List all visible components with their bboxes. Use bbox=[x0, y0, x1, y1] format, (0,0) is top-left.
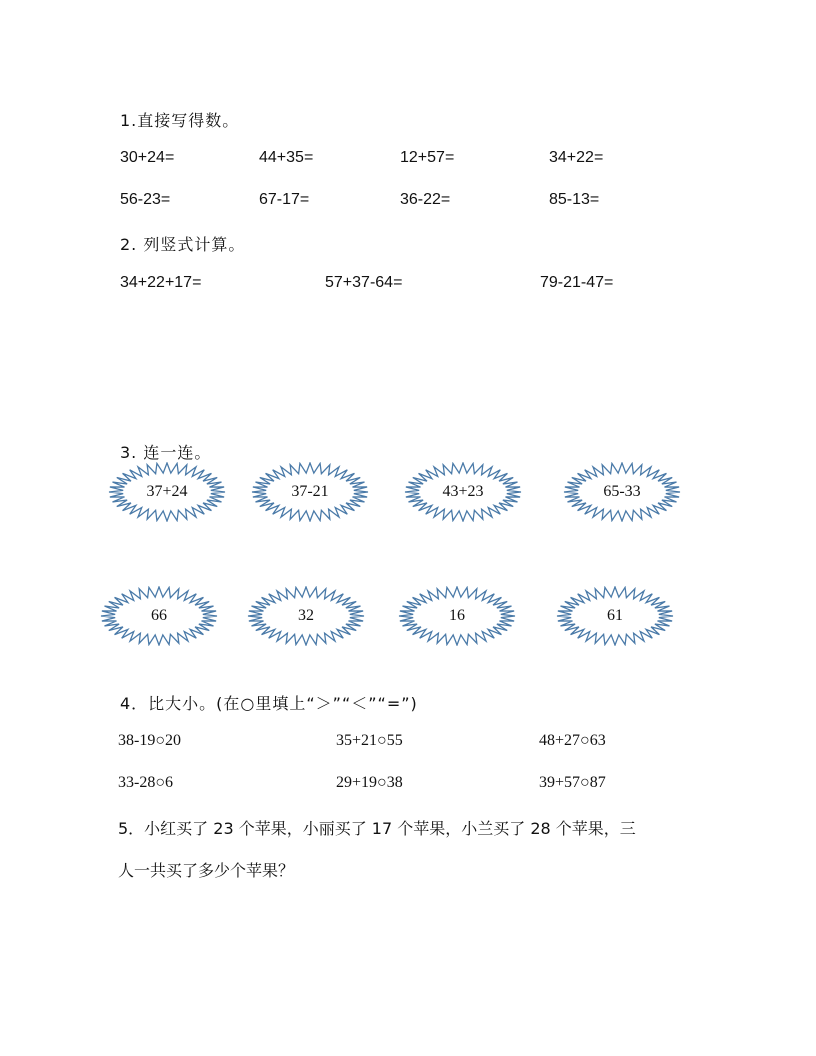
match-top-4-label: 65-33 bbox=[603, 483, 641, 500]
section1-title: 1.直接写得数。 bbox=[120, 111, 240, 130]
problem-1-3: 12+57= bbox=[400, 149, 455, 166]
problem-1-6: 67-17= bbox=[259, 191, 310, 208]
compare-2: 35+21○55 bbox=[336, 732, 403, 749]
vertical-calc-3: 79-21-47= bbox=[540, 274, 614, 291]
match-top-1-label: 37+24 bbox=[146, 483, 188, 500]
compare-6: 39+57○87 bbox=[539, 774, 606, 791]
compare-1: 38-19○20 bbox=[118, 732, 181, 749]
compare-4: 33-28○6 bbox=[118, 774, 173, 791]
match-bottom-3[interactable] bbox=[397, 586, 517, 646]
section3-title: 3. 连一连。 bbox=[120, 443, 212, 462]
match-bottom-2[interactable] bbox=[246, 586, 366, 646]
problem-1-8: 85-13= bbox=[549, 191, 600, 208]
match-top-1[interactable] bbox=[107, 462, 227, 522]
word-problem-line1: 5．小红买了 23 个苹果，小丽买了 17 个苹果，小兰买了 28 个苹果，三 bbox=[118, 819, 636, 838]
compare-3: 48+27○63 bbox=[539, 732, 606, 749]
problem-1-4: 34+22= bbox=[549, 149, 604, 166]
match-bottom-4[interactable] bbox=[555, 586, 675, 646]
match-bottom-2-label: 32 bbox=[298, 607, 314, 624]
match-bottom-1[interactable] bbox=[99, 586, 219, 646]
section4-title: 4．比大小。(在○里填上“＞”“＜”“=”) bbox=[120, 694, 418, 713]
vertical-calc-2: 57+37-64= bbox=[325, 274, 403, 291]
match-top-2[interactable] bbox=[250, 462, 370, 522]
match-top-4[interactable] bbox=[562, 462, 682, 522]
problem-1-2: 44+35= bbox=[259, 149, 314, 166]
match-bottom-1-label: 66 bbox=[151, 607, 167, 624]
word-problem-line2: 人一共买了多少个苹果？ bbox=[118, 861, 295, 880]
problem-1-5: 56-23= bbox=[120, 191, 171, 208]
match-top-2-label: 37-21 bbox=[291, 483, 329, 500]
vertical-calc-1: 34+22+17= bbox=[120, 274, 202, 291]
match-bottom-3-label: 16 bbox=[449, 607, 465, 624]
problem-1-1: 30+24= bbox=[120, 149, 175, 166]
section2-title: 2. 列竖式计算。 bbox=[120, 235, 246, 254]
compare-5: 29+19○38 bbox=[336, 774, 403, 791]
problem-1-7: 36-22= bbox=[400, 191, 451, 208]
match-top-3-label: 43+23 bbox=[442, 483, 484, 500]
match-top-3[interactable] bbox=[403, 462, 523, 522]
match-bottom-4-label: 61 bbox=[607, 607, 623, 624]
